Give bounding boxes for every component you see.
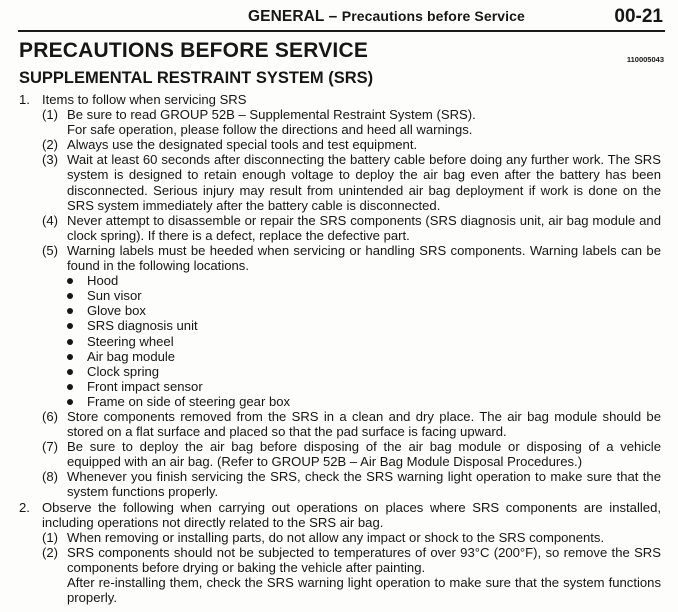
bullet-item [0, 394, 678, 409]
item-text: Never attempt to disassemble or repair the SRS components (SRS diagnosis unit, air bag module and clock spring). If there is a defect, replace the defective part. [67, 212, 661, 243]
section-1 [0, 92, 678, 107]
document-code: 110005043 [626, 55, 664, 64]
bullet-icon [67, 278, 73, 284]
list-item [0, 545, 678, 605]
item-number: (2) [42, 137, 59, 153]
bullet-text: Hood [87, 273, 119, 289]
bullet-icon [67, 293, 73, 299]
item-number: (6) [42, 408, 59, 424]
list-item [0, 213, 678, 243]
bullet-text: Glove box [87, 303, 146, 319]
section-heading: Observe the following when carrying out operations on places where SRS components are installed, including operations not directly related to the SRS air bag. [42, 499, 661, 530]
bullet-icon [67, 369, 73, 375]
bullet-item [0, 349, 678, 364]
bullet-text: Sun visor [87, 288, 142, 304]
bullet-item [0, 273, 678, 288]
bullet-text: Frame on side of steering gear box [87, 393, 291, 409]
section-2 [0, 500, 678, 530]
list-item [0, 439, 678, 469]
item-text: Store components removed from the SRS in a clean and dry place. The air bag module should be stored on a flat surface and placed so that the pad surface is facing upward. [67, 408, 661, 440]
item-text: Warning labels must be heeded when servicing or handling SRS components. Warning labels can be found in the following locations. [67, 242, 661, 274]
list-item [0, 469, 678, 499]
item-text-continued: After re-installing them, check the SRS warning light operation to make sure that the system functions properly. [67, 575, 661, 606]
item-number: (1) [42, 107, 59, 123]
item-text: Whenever you finish servicing the SRS, check the SRS warning light operation to make sure that the system functions properly. [67, 469, 661, 500]
list-item [0, 530, 678, 545]
item-text: Wait at least 60 seconds after disconnecting the battery cable before doing any further work. The SRS system is designed to retain enough voltage to deploy the air bag even after the battery has been disconnected. Serious injury may result from unintended air bag deployment if work is done on the SRS system immediately after the battery cable is disconnected. [67, 152, 661, 213]
header-separator: – [328, 8, 338, 25]
list-item [0, 107, 678, 137]
bullet-item [0, 288, 678, 303]
list-item [0, 137, 678, 152]
bullet-icon [67, 308, 73, 314]
item-number: (7) [42, 439, 59, 455]
bullet-item [0, 364, 678, 379]
list-item [0, 152, 678, 212]
bullet-icon [67, 354, 73, 360]
bullet-item [0, 334, 678, 349]
bullet-item [0, 318, 678, 333]
bullet-icon [67, 399, 73, 405]
header-subsection: Precautions before Service [341, 8, 525, 24]
item-text: When removing or installing parts, do not allow any impact or shock to the SRS components. [67, 529, 605, 545]
page-title: PRECAUTIONS BEFORE SERVICE [19, 39, 369, 62]
bullet-text: Steering wheel [87, 333, 174, 349]
warning-label-locations [0, 273, 678, 409]
list-item [0, 409, 678, 439]
bullet-item [0, 379, 678, 394]
section-number: 2. [19, 499, 30, 515]
item-text: Be sure to read GROUP 52B – Supplemental Restraint System (SRS). [67, 107, 476, 123]
header-section: GENERAL [248, 8, 325, 25]
item-text: Be sure to deploy the air bag before disposing of the air bag module or disposing of a vehicle equipped with an air bag. (Refer to GROUP 52B – Air Bag Module Disposal Procedures.) [67, 439, 661, 470]
page-header [18, 0, 665, 32]
item-number: (3) [42, 152, 59, 168]
bullet-item [0, 303, 678, 318]
section-subtitle: SUPPLEMENTAL RESTRAINT SYSTEM (SRS) [19, 69, 374, 87]
item-number: (4) [42, 212, 59, 228]
item-number: (1) [42, 529, 59, 545]
bullet-text: Air bag module [87, 348, 176, 364]
bullet-icon [67, 384, 73, 390]
item-text: Always use the designated special tools and test equipment. [67, 137, 418, 153]
item-text: SRS components should not be subjected to temperatures of over 93°C (200°F), so remove the SRS components before drying or baking the vehicle after painting. [67, 544, 661, 575]
item-text-continued: For safe operation, please follow the directions and heed all warnings. [67, 122, 473, 138]
header-title [248, 8, 525, 26]
bullet-text: SRS diagnosis unit [87, 318, 198, 334]
bullet-text: Front impact sensor [87, 378, 203, 394]
bullet-icon [67, 339, 73, 345]
bullet-text: Clock spring [87, 363, 160, 379]
section-number: 1. [19, 92, 30, 107]
list-item [0, 243, 678, 273]
document-body [0, 92, 678, 605]
item-number: (2) [42, 544, 59, 560]
page-number: 00-21 [614, 6, 663, 27]
item-number: (8) [42, 469, 59, 485]
bullet-icon [67, 323, 73, 329]
item-number: (5) [42, 242, 59, 258]
section-heading: Items to follow when servicing SRS [42, 92, 247, 107]
